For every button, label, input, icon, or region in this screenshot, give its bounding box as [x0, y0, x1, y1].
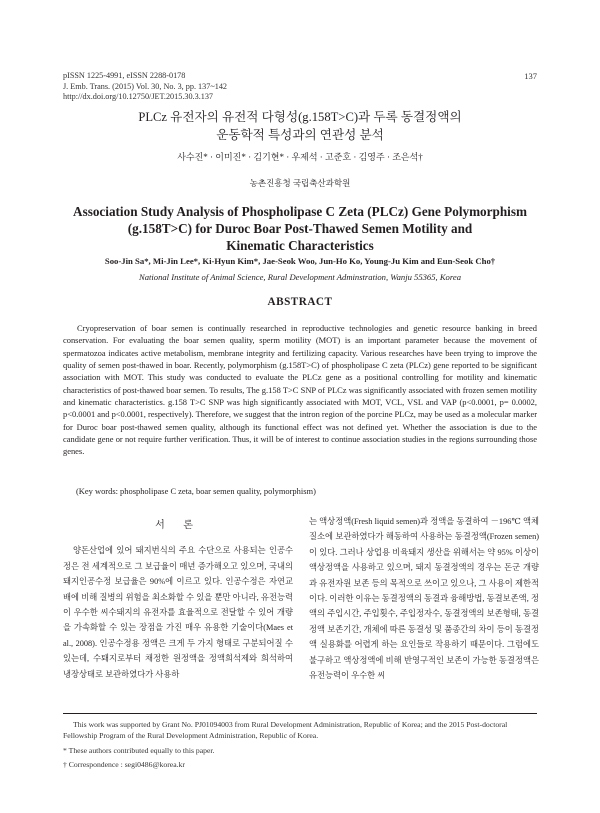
footnote-divider	[63, 713, 537, 714]
doi-link[interactable]: http://dx.doi.org/10.12750/JET.2015.30.3.137	[63, 92, 214, 102]
intro-left-column	[63, 518, 293, 682]
english-title-line-1: Association Study Analysis of Phospholipase C Zeta (PLCz) Gene Polymorphism	[73, 204, 527, 219]
english-affiliation: National Institute of Animal Science, Rural Development Adminstration, Wanju 55365, Korea	[138, 272, 461, 282]
footnotes	[63, 719, 537, 774]
journal-citation: J. Emb. Trans. (2015) Vol. 30, No. 3, pp. 137~142	[63, 81, 228, 91]
korean-affiliation: 농촌진흥청 국립축산과학원	[249, 178, 351, 188]
correspondence-footnote: † Correspondence : segi0486@korea.kr	[63, 760, 185, 770]
abstract-heading: ABSTRACT	[267, 296, 333, 308]
abstract-text: Cryopreservation of boar semen is continually researched in reproductive technologies and genetic resource banking in breed conservation. For evaluating the boar semen quality, sperm motility (MOT) is an important parameter because the movement of spermatozoa indicates active metabolism, membrane integrity and fertilizing capacity. Various researches have been trying to improve the quality of semen post-thawed in boar. Recently, polymorphism (g.158T>C) of phospholipase C zeta (PLCz) gene reported to be significant association with MOT. This study was conducted to evaluate the PLCz gene as a positional controlling for motility and kinematic characteristics of post-thawed boar semen. To results, The g.158 T>C SNP of PLCz was significantly associated with frozen semen motility and kinematic characteristics. g.158 T>C SNP was high significantly associated with MOT, VCL, VSL and VAP (p<0.0001, p= 0.0002, p<0.0001 and p<0.0001, respectively). Therefore, we suggest that the intron region of the porcine PLCz, may be used as a molecular marker for Duroc boar post-thawed semen quality, although its functional effect was not defined yet. Whether the association is due to the candidate gene or not require further verification. Thus, it will be of interest to continue association studies in the regions surrounding those genes.	[63, 323, 537, 457]
intro-left-text: 양돈산업에 있어 돼지번식의 주요 수단으로 사용되는 인공수정은 전 세계적으로 그 보급율이 매년 증가해오고 있으며, 국내의 돼지인공수정 보급율은 90%에 이르고 있다. 인공수정은 자연교배에 비해 질병의 위험을 최소화할 수 있을 뿐만 아니라, 유전능력이 우수한 씨수돼지의 유전자를 효율적으로 전달할 수 있어 개량을 가속화할 수 있는 장점을 가진 매우 유용한 기술이다(Maes et al., 2008). 인공수정용 정액은 크게 두 가지 형태로 구분되어질 수 있는데, 수퇘지로부터 채정한 원정액을 정액희석제와 희석하여 냉장상태로 보관하였다가 사용하	[63, 546, 293, 679]
equal-contribution-footnote: * These authors contributed equally to this paper.	[63, 745, 215, 755]
korean-title	[0, 108, 600, 144]
korean-title-line-1: PLCz 유전자의 유전적 다형성(g.158T>C)과 두록 동결정액의	[138, 110, 462, 124]
abstract-body	[63, 322, 537, 458]
issn: pISSN 1225-4991, eISSN 2288-0178	[63, 71, 186, 80]
intro-right-column	[309, 514, 539, 683]
english-title-line-3: Kinematic Characteristics	[226, 238, 374, 253]
intro-right-text: 는 액상정액(Fresh liquid semen)과 정액을 동결하여 －196℃ 액체질소에 보관하였다가 해동하여 사용하는 동결정액(Frozen semen)이 있다. 그러나 상업용 비육돼지 생산을 위해서는 약 95% 이상이 액상정액을 사용하고 있으며, 돼지 동결정액의 경우는 돈군 개량과 유전자원 보존 등의 목적으로 쓰이고 있으나, 그 사용이 제한적이다. 이러한 이유는 동결정액의 동결과 융해방법, 동결보존액, 정액의 주입시간, 주입횟수, 주입정자수, 동결정액의 보존형태, 동결정액 보존기간, 개체에 따른 동결성 및 품종간의 차이 등이 동결정액 실용화를 어렵게 하는 요인들로 작용하기 때문이다. 그럼에도 불구하고 액상정액에 비해 반영구적인 보존이 가능한 동결정액은 유전능력이 우수한 씨	[309, 517, 539, 681]
keywords: (Key words: phospholipase C zeta, boar semen quality, polymorphism)	[76, 486, 316, 496]
korean-authors: 사수진* · 이미진* · 김기현* · 우제석 · 고준호 · 김영주 · 조은석†	[177, 152, 423, 162]
english-authors: Soo-Jin Sa*, Mi-Jin Lee*, Ki-Hyun Kim*, Jae-Seok Woo, Jun-Ho Ko, Young-Ju Kim and Eun-Seok Cho†	[104, 256, 496, 266]
page-number: 137	[524, 71, 537, 81]
publication-info	[63, 71, 227, 103]
funding-footnote: This work was supported by Grant No. PJ01094003 from Rural Development Administration, Republic of Korea; and the 2015 Post-doctoral Fellowship Program of the Rural Development Administration, Republic of Korea.	[63, 720, 508, 741]
english-title	[40, 203, 560, 254]
intro-heading: 서 론	[155, 520, 201, 531]
english-title-line-2: (g.158T>C) for Duroc Boar Post-Thawed Semen Motility and	[127, 221, 473, 236]
korean-title-line-2: 운동학적 특성과의 연관성 분석	[216, 128, 384, 142]
